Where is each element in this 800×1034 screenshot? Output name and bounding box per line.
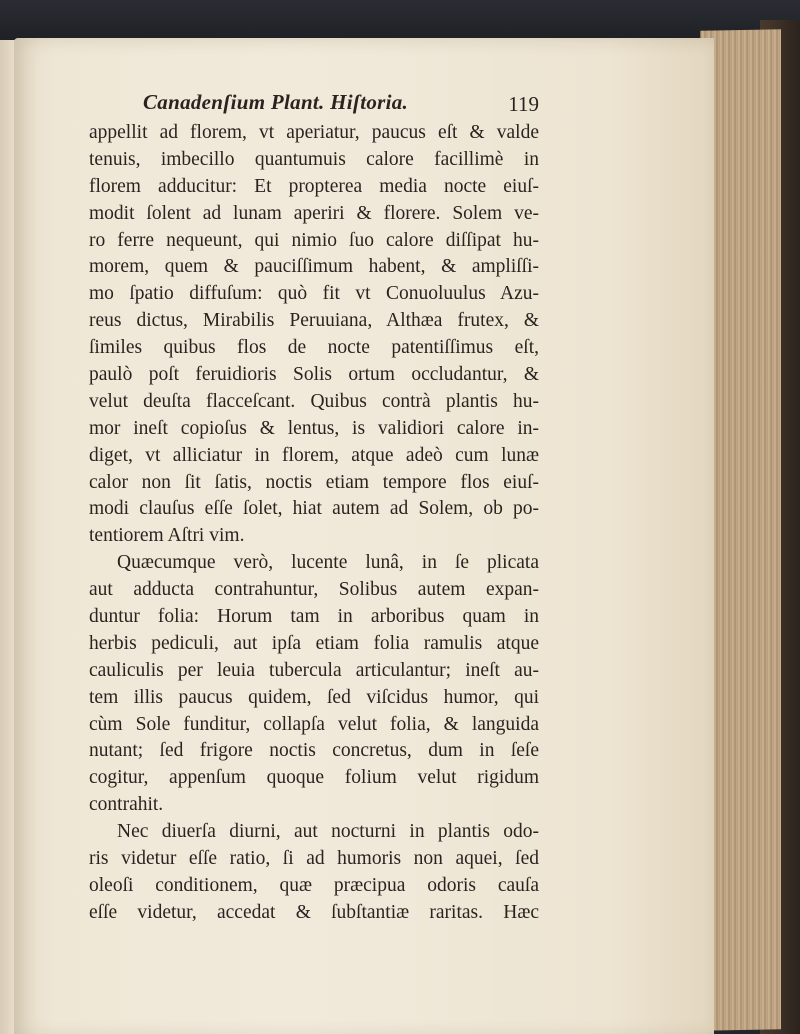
text-line: reus dictus, Mirabilis Peruuiana, Althæa frutex, & bbox=[89, 310, 539, 332]
text-line: modit ſolent ad lunam aperiri & florere. Solem ve- bbox=[89, 202, 539, 224]
running-title: Canadenſium Plant. Hiſtoria. bbox=[143, 90, 409, 114]
text-line: diget, vt alliciatur in florem, atque adeò cum lunæ bbox=[89, 444, 539, 466]
page-number: 119 bbox=[508, 92, 539, 116]
text-line: Nec diuerſa diurni, aut nocturni in plantis odo- bbox=[117, 821, 539, 843]
text-line: nutant; ſed frigore noctis concretus, dum in ſeſe bbox=[89, 740, 539, 762]
text-line: eſſe videtur, accedat & ſubſtantiæ raritas. Hæc bbox=[89, 901, 539, 923]
text-line: oleoſi conditionem, quæ præcipua odoris cauſa bbox=[89, 874, 539, 896]
body-text bbox=[89, 120, 539, 927]
text-line: mor ineſt copioſus & lentus, is validiori calore in- bbox=[89, 417, 539, 439]
text-line: tentiorem Aſtri vim. bbox=[89, 525, 245, 547]
text-line: herbis pediculi, aut ipſa etiam folia ramulis atque bbox=[89, 632, 539, 654]
text-line: Quæcumque verò, lucente lunâ, in ſe plicata bbox=[117, 552, 539, 574]
text-line: calor non ſit ſatis, noctis etiam tempore flos eiuſ- bbox=[89, 471, 539, 493]
paragraph bbox=[89, 550, 539, 819]
text-line: appellit ad florem, vt aperiatur, paucus eſt & valde bbox=[89, 122, 539, 143]
text-line: modi clauſus eſſe ſolet, hiat autem ad Solem, ob po- bbox=[89, 498, 539, 520]
text-line: cauliculis per leuia tubercula articulantur; ineſt au- bbox=[89, 659, 539, 681]
text-line: florem adducitur: Et propterea media nocte eiuſ- bbox=[89, 175, 539, 197]
text-line: duntur folia: Horum tam in arboribus quam in bbox=[89, 606, 539, 628]
text-line: aut adducta contrahuntur, Solibus autem expan- bbox=[89, 579, 539, 601]
text-line: velut deuſta flacceſcant. Quibus contrà plantis hu- bbox=[89, 390, 539, 412]
page-text bbox=[89, 90, 539, 927]
text-line: morem, quem & pauciſſimum habent, & ampliſſi- bbox=[89, 256, 539, 278]
text-line: contrahit. bbox=[89, 794, 164, 816]
text-line: ro ferre nequeunt, qui nimio ſuo calore diſſipat hu- bbox=[89, 229, 539, 251]
text-line: cùm Sole funditur, collapſa velut folia, & languida bbox=[89, 713, 539, 735]
text-line: ſimiles quibus flos de nocte patentiſſimus eſt, bbox=[89, 337, 539, 359]
page-header bbox=[89, 90, 539, 120]
paragraph bbox=[89, 819, 539, 927]
text-line: ris videtur eſſe ratio, ſi ad humoris non aquei, ſed bbox=[89, 848, 539, 870]
text-line: tem illis paucus quidem, ſed viſcidus humor, qui bbox=[89, 686, 539, 708]
book-page bbox=[14, 38, 714, 1034]
text-line: tenuis, imbecillo quantumuis calore facillimè in bbox=[89, 148, 539, 170]
paragraph bbox=[89, 120, 539, 550]
text-line: cogitur, appenſum quoque folium velut rigidum bbox=[89, 767, 539, 789]
text-line: mo ſpatio diffuſum: quò fit vt Conuoluulus Azu- bbox=[89, 283, 539, 305]
text-line: paulò poſt feruidioris Solis ortum occludantur, & bbox=[89, 364, 539, 386]
